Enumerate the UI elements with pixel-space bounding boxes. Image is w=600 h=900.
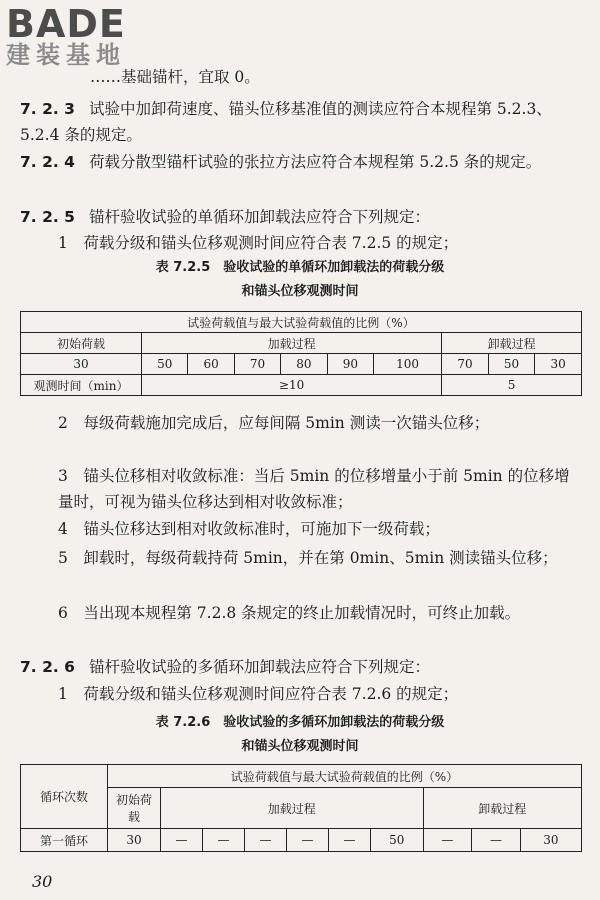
clause-7-2-5 [20,204,582,230]
clause-text: 荷载分散型锚杆试验的张拉方法应符合本规程第 5.2.5 条的规定。 [88,153,542,171]
table-cell: 30 [520,829,581,852]
table-caption: 表 7.2.5 验收试验的单循环加卸载法的荷载分级 [155,260,445,275]
table-cell: — [423,829,472,852]
table-cell: 50 [142,354,188,375]
time-label: 观测时间（min） [21,375,142,396]
table-header: 试验荷载值与最大试验荷载值的比例（%） [108,765,582,788]
load-table-7-2-5 [20,311,582,396]
list-item: 3 锚头位移相对收敛标准：当后 5min 的位移增量小于前 5min 的位移增量时，可视为锚头位移达到相对收敛标准； [58,467,570,511]
clause-text: 锚杆验收试验的单循环加卸载法应符合下列规定： [88,208,430,226]
list-item: 1 荷载分级和锚头位移观测时间应符合表 7.2.6 的规定； [58,685,459,703]
table-cell: — [287,829,329,852]
loading-label: 加载过程 [142,333,442,354]
table-cell: 100 [374,354,442,375]
table-cell: 80 [281,354,327,375]
list-item: 1 荷载分级和锚头位移观测时间应符合表 7.2.5 的规定； [58,234,459,252]
table-cell: 70 [442,354,489,375]
table-cell: 50 [488,354,535,375]
table-caption-cont: 和锚头位移观测时间 [241,739,359,754]
table-cell: — [472,829,521,852]
list-item: 6 当出现本规程第 7.2.8 条规定的终止加载情况时，可终止加载。 [58,604,521,622]
time-loading-value: ≥10 [142,375,442,396]
table-cell: — [329,829,371,852]
continued-line: ……基础锚杆，宜取 0。 [90,68,260,86]
table-cell: — [203,829,245,852]
cycle-label: 循环次数 [21,765,108,829]
table-cell: 30 [108,829,161,852]
clause-text: 锚杆验收试验的多循环加卸载法应符合下列规定： [88,658,430,676]
initial-load-label: 初始荷载 [108,788,161,829]
clause-7-2-4 [20,149,582,175]
clause-number: 7. 2. 4 [20,153,75,171]
table-cell: 50 [371,829,424,852]
table-cell: 90 [327,354,373,375]
unloading-label: 卸载过程 [442,333,582,354]
clause-number: 7. 2. 3 [20,100,75,118]
table-cell: 30 [21,354,142,375]
unloading-label: 卸载过程 [423,788,581,829]
table-cell: 70 [234,354,280,375]
list-item: 4 锚头位移达到相对收敛标准时，可施加下一级荷载； [58,520,440,538]
clause-number: 7. 2. 5 [20,208,75,226]
table-cell: — [245,829,287,852]
table-caption: 表 7.2.6 验收试验的多循环加卸载法的荷载分级 [155,715,445,730]
load-table-7-2-6 [20,764,582,852]
publisher-logo [6,4,126,68]
initial-load-label: 初始荷载 [21,333,142,354]
list-item: 2 每级荷载施加完成后，应每间隔 5min 测读一次锚头位移； [58,414,490,432]
list-item: 5 卸载时，每级荷载持荷 5min，并在第 0min、5min 测读锚头位移； [58,549,558,567]
cycle-name: 第一循环 [21,829,108,852]
clause-text: 试验中加卸荷速度、锚头位移基准值的测读应符合本规程第 5.2.3、5.2.4 条的规定。 [20,100,552,144]
clause-7-2-6 [20,654,582,680]
table-cell: 30 [535,354,582,375]
table-caption-cont: 和锚头位移观测时间 [241,284,359,299]
clause-7-2-3 [20,96,582,148]
page-number: 30 [32,872,53,891]
table-cell: — [161,829,203,852]
logo-subtitle: 建装基地 [6,41,126,69]
clause-number: 7. 2. 6 [20,658,75,676]
table-cell: 60 [188,354,234,375]
time-unloading-value: 5 [442,375,582,396]
table-header: 试验荷载值与最大试验荷载值的比例（%） [21,312,582,333]
loading-label: 加载过程 [161,788,424,829]
logo-wordmark: BADE [6,2,126,46]
